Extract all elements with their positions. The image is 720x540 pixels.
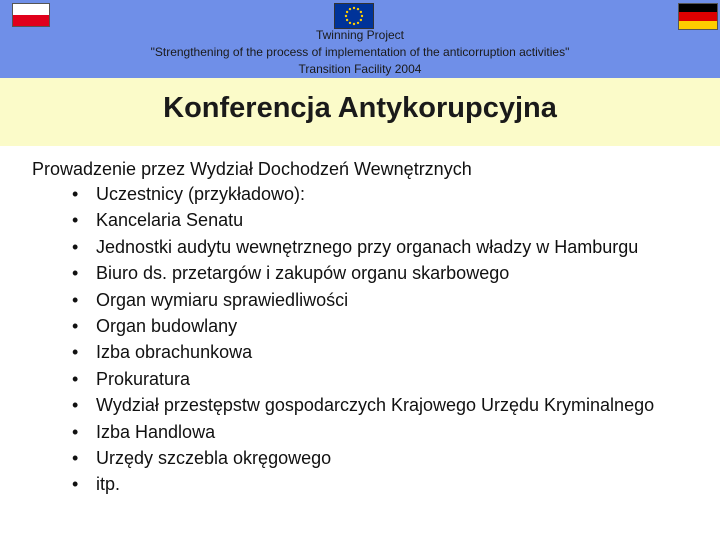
- header-band: [0, 0, 720, 78]
- flag-eu-icon: [334, 3, 374, 29]
- list-item: • Jednostki audytu wewnętrznego przy organach władzy w Hamburgu: [72, 234, 720, 260]
- list-item: • Organ budowlany: [72, 313, 720, 339]
- list-item: • Kancelaria Senatu: [72, 207, 720, 233]
- bullet-icon: •: [72, 263, 79, 284]
- flag-poland-icon: [12, 3, 50, 27]
- bullet-icon: •: [72, 342, 79, 363]
- list-item: • Prokuratura: [72, 366, 720, 392]
- slide-title: Konferencja Antykorupcyjna: [163, 92, 557, 124]
- bullet-icon: •: [72, 474, 79, 495]
- list-item: • itp.: [72, 471, 720, 497]
- bullet-icon: •: [72, 210, 79, 231]
- bullet-icon: •: [72, 395, 79, 416]
- bullet-icon: •: [72, 316, 79, 337]
- list-item: • Uczestnicy (przykładowo):: [72, 181, 720, 207]
- flag-germany-icon: [678, 3, 718, 30]
- project-header: [0, 27, 720, 78]
- list-item: • Izba Handlowa: [72, 419, 720, 445]
- bullet-icon: •: [72, 184, 79, 204]
- bullet-icon: •: [72, 448, 79, 469]
- intro-text: Prowadzenie przez Wydział Dochodzeń Wewnętrznych: [32, 159, 472, 179]
- bullet-icon: •: [72, 289, 79, 310]
- bullet-icon: •: [72, 421, 79, 442]
- project-facility: Transition Facility 2004: [298, 62, 422, 76]
- list-item: • Biuro ds. przetargów i zakupów organu skarbowego: [72, 260, 720, 286]
- list-item: • Izba obrachunkowa: [72, 339, 720, 365]
- bullet-icon: •: [72, 368, 79, 389]
- project-name: Twinning Project: [315, 28, 405, 42]
- list-item: • Wydział przestępstw gospodarczych Krajowego Urzędu Kryminalnego: [72, 392, 720, 418]
- list-item: • Organ wymiaru sprawiedliwości: [72, 287, 720, 313]
- project-subtitle: "Strengthening of the process of implementation of the anticorruption activities": [150, 45, 570, 59]
- bullet-list: [72, 181, 720, 498]
- bullet-icon: •: [72, 236, 79, 257]
- list-item: • Urzędy szczebla okręgowego: [72, 445, 720, 471]
